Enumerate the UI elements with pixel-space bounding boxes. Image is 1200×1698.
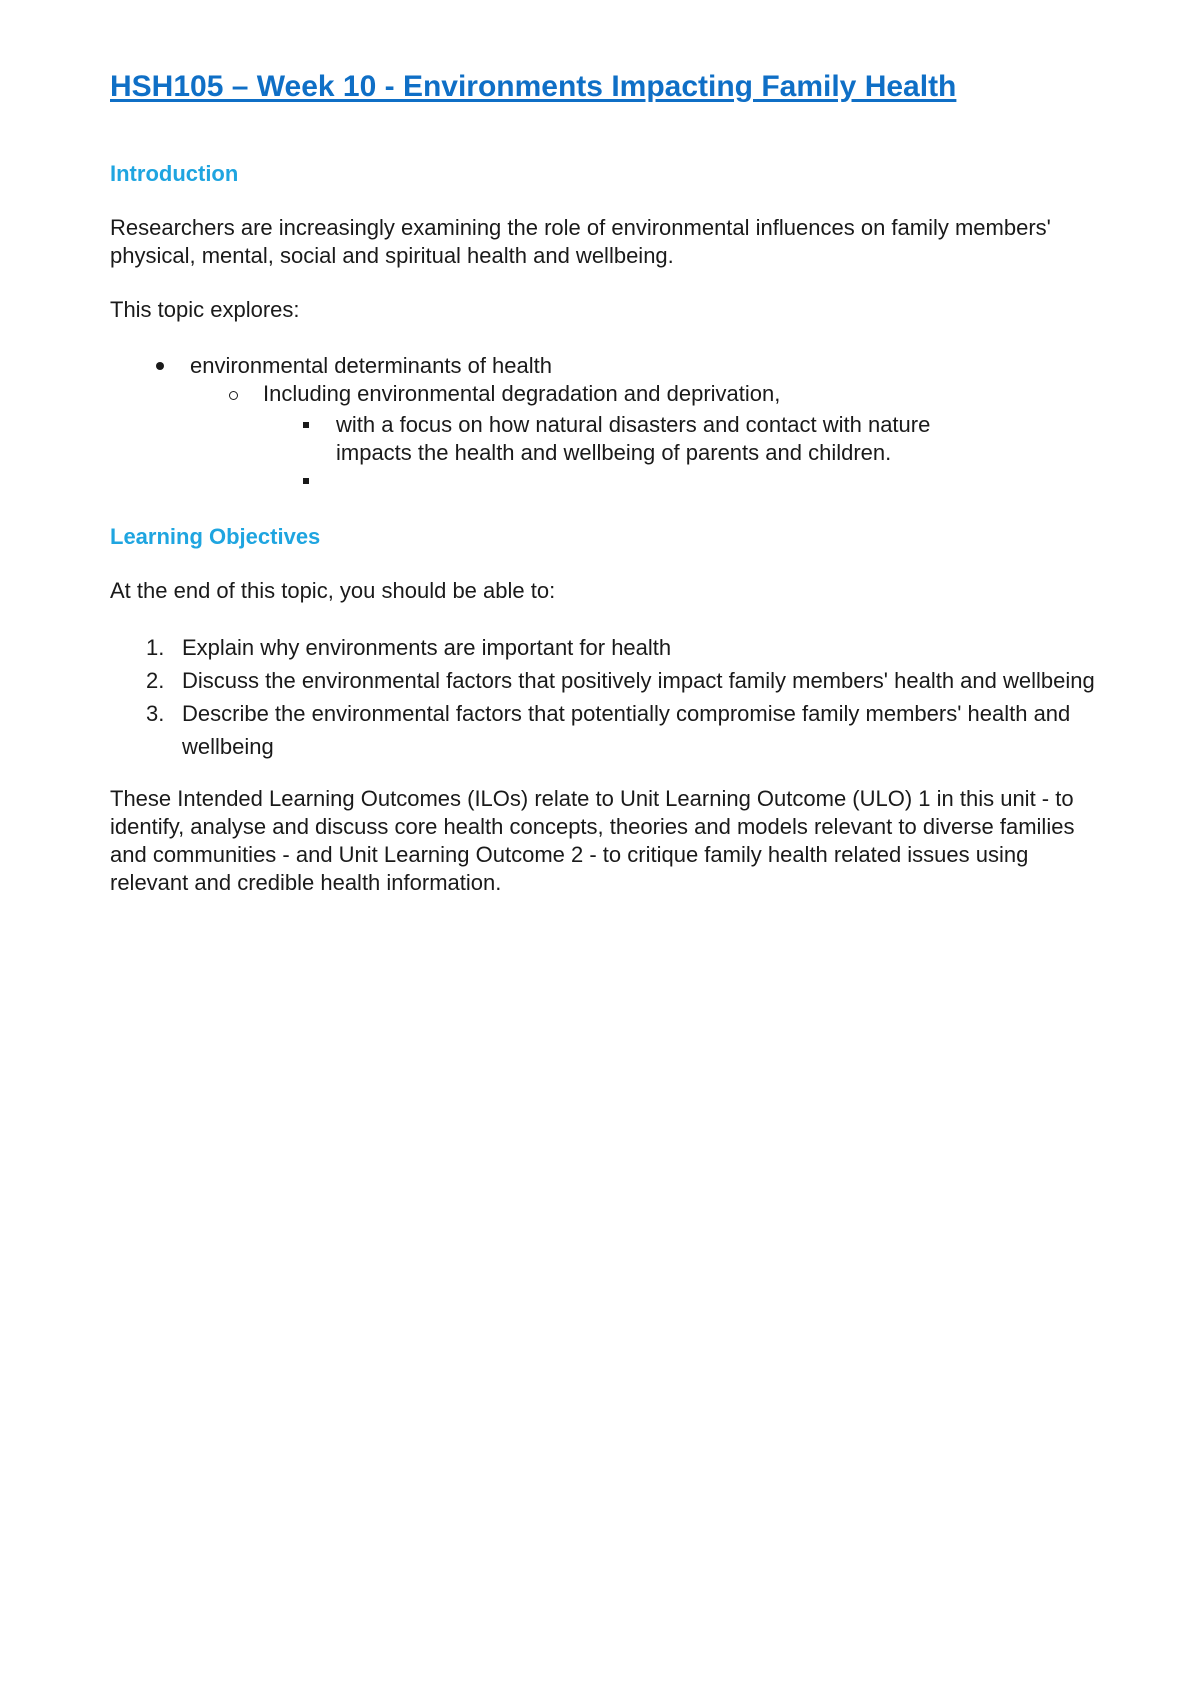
- list-item-text: Explain why environments are important for health: [182, 635, 672, 660]
- bullet-dot-icon: [156, 362, 164, 370]
- bullet-square-icon: [303, 422, 309, 428]
- closing-paragraph: These Intended Learning Outcomes (ILOs) relate to Unit Learning Outcome (ULO) 1 in this unit - to identify, analyse and discuss core health concepts, theories and models relevant to diverse families and communities - and Unit Learning Outcome 2 - to critique family health related issues using relevant and credible health information.: [110, 786, 1075, 895]
- learning-objectives-lead-in: At the end of this topic, you should be able to:: [110, 578, 556, 603]
- empty-list-item: [110, 467, 1100, 495]
- introduction-heading: Introduction: [110, 161, 239, 186]
- list-item: [110, 380, 1100, 408]
- topic-bullet-list: [110, 352, 1100, 495]
- list-item: [110, 631, 1100, 664]
- learning-objectives-heading: Learning Objectives: [110, 524, 321, 549]
- list-item-text: environmental determinants of health: [190, 353, 552, 378]
- bullet-square-icon: [303, 478, 309, 484]
- bullet-circle-icon: [229, 391, 238, 400]
- objectives-numbered-list: [110, 631, 1100, 763]
- list-item: [110, 352, 1100, 380]
- list-item-text: with a focus on how natural disasters and contact with nature impacts the health and wellbeing of parents and children.: [336, 412, 931, 465]
- list-item-number: 3.: [146, 701, 165, 726]
- list-item: [110, 697, 1100, 763]
- document-title: HSH105 – Week 10 - Environments Impacting Family Health: [110, 70, 957, 103]
- introduction-paragraph: Researchers are increasingly examining the role of environmental influences on family members' physical, mental, social and spiritual health and wellbeing.: [110, 215, 1051, 268]
- list-item-text: Discuss the environmental factors that positively impact family members' health and wellbeing: [182, 668, 1095, 693]
- list-item: [110, 411, 1100, 467]
- document-content: [110, 68, 1100, 897]
- list-item-text: Including environmental degradation and deprivation,: [263, 381, 781, 406]
- list-item-number: 2.: [146, 668, 165, 693]
- explores-label: This topic explores:: [110, 297, 300, 322]
- list-item-number: 1.: [146, 635, 165, 660]
- list-item: [110, 664, 1100, 697]
- list-item-text: Describe the environmental factors that potentially compromise family members' health and wellbeing: [182, 701, 1071, 759]
